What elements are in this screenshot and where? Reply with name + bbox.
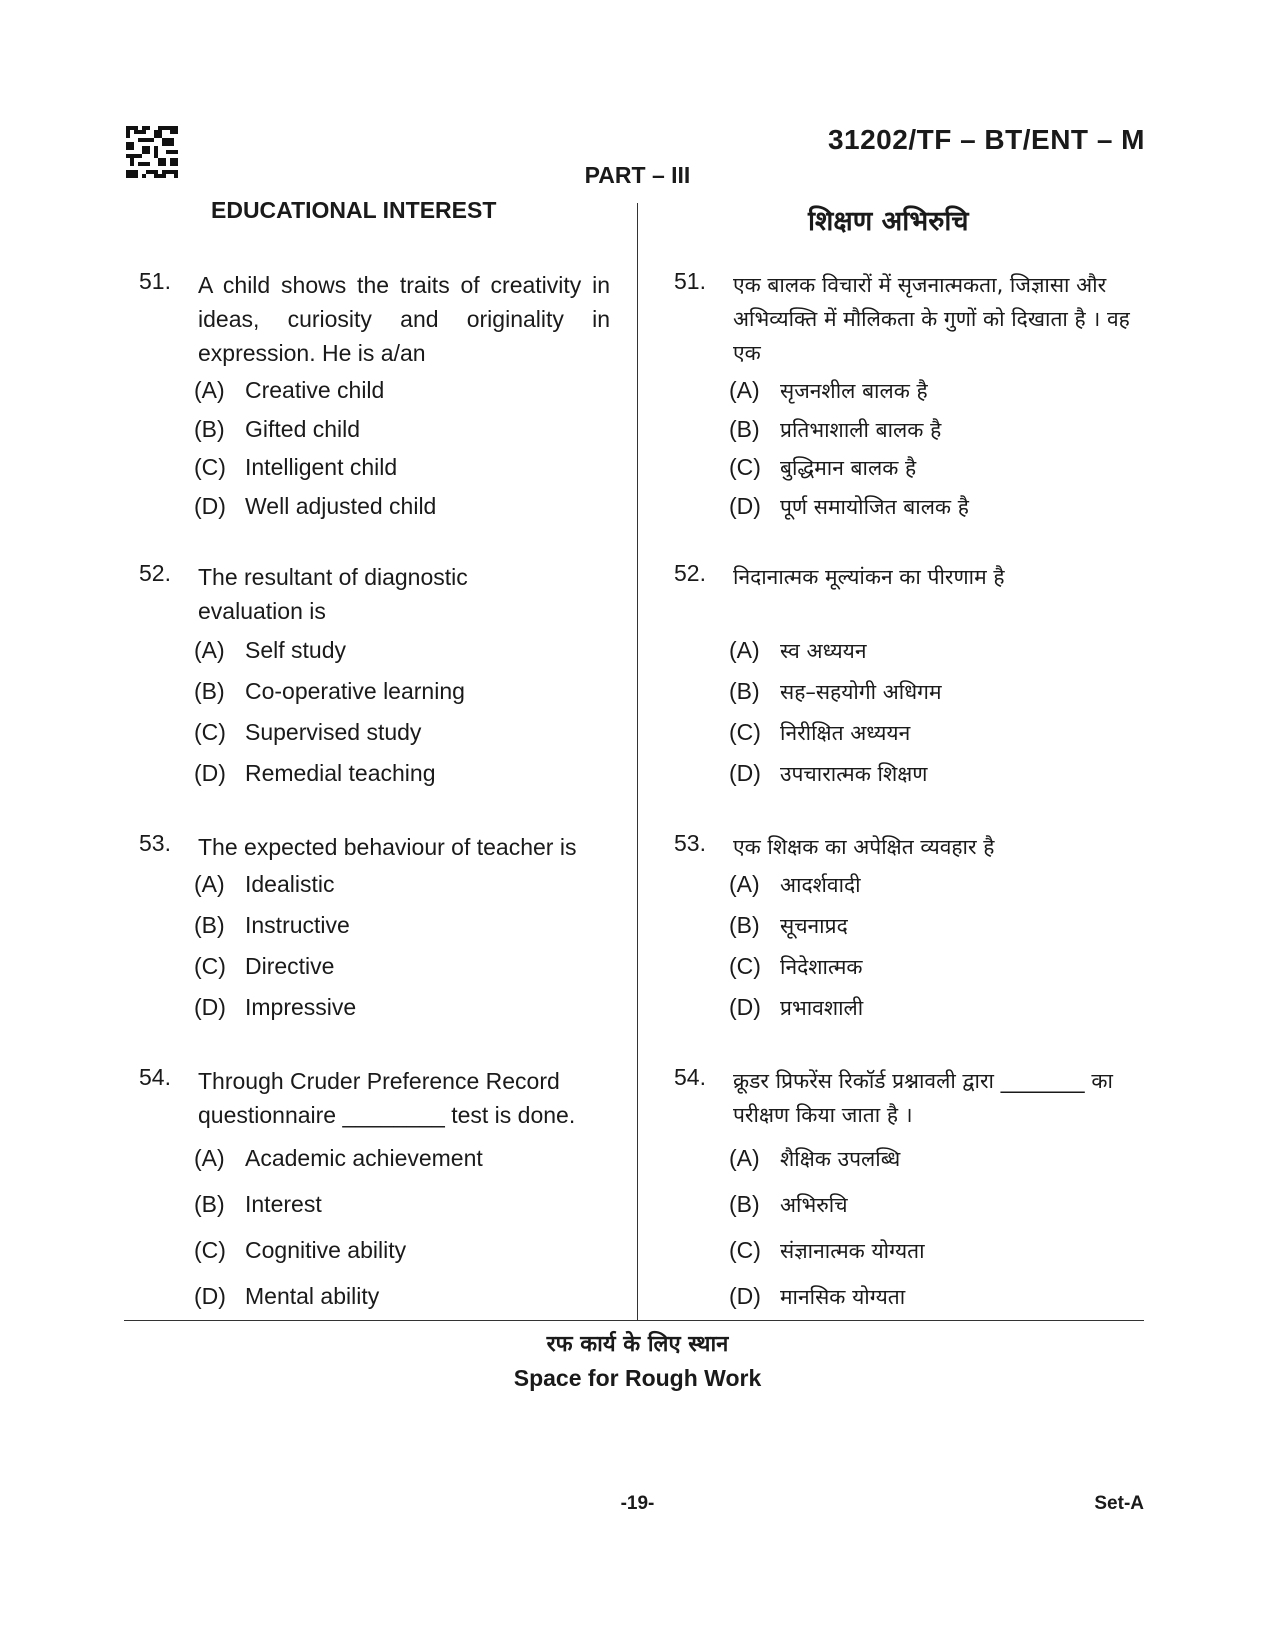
option-text: Academic achievement — [245, 1145, 483, 1171]
option-text: Mental ability — [245, 1283, 380, 1309]
option-label: (B) — [194, 1191, 225, 1217]
rough-work-label-english: Space for Rough Work — [513, 1365, 762, 1391]
option-text: Supervised study — [245, 719, 422, 745]
option-text: शैक्षिक उपलब्धि — [780, 1147, 901, 1171]
option-label: (B) — [729, 912, 760, 938]
option-text: प्रतिभाशाली बालक है — [780, 418, 942, 442]
option-text: Idealistic — [245, 871, 335, 897]
option-text: Interest — [245, 1191, 322, 1217]
option-c — [194, 953, 334, 980]
option-text: Instructive — [245, 912, 350, 938]
option-c — [729, 454, 916, 482]
question-number: 52. — [139, 560, 171, 586]
option-c — [729, 1237, 925, 1265]
question-number: 54. — [139, 1064, 171, 1090]
option-d — [729, 760, 927, 788]
option-c — [194, 1237, 406, 1264]
option-label: (B) — [729, 1191, 760, 1217]
option-b — [729, 912, 848, 940]
option-text: Gifted child — [245, 416, 361, 442]
question-number: 54. — [674, 1064, 706, 1090]
option-label: (B) — [194, 416, 225, 442]
option-label: (B) — [729, 416, 760, 442]
option-label: (D) — [194, 760, 226, 786]
option-text: संज्ञानात्मक योग्यता — [780, 1239, 925, 1263]
option-label: (C) — [729, 719, 761, 745]
option-b — [194, 912, 350, 939]
option-label: (D) — [194, 493, 226, 519]
question-stem: The expected behaviour of teacher is — [198, 834, 577, 860]
option-label: (D) — [729, 493, 761, 519]
option-d — [194, 1283, 379, 1310]
option-label: (D) — [729, 994, 761, 1020]
option-label: (A) — [194, 377, 225, 403]
option-a — [194, 377, 384, 404]
question-stem: क्रूडर प्रिफरेंस रिकॉर्ड प्रश्नावली द्वारा ________ का परीक्षण किया जाता है । — [733, 1069, 1113, 1127]
option-text: Impressive — [245, 994, 357, 1020]
page-number: -19- — [620, 1493, 655, 1514]
part-title: PART – III — [584, 162, 691, 188]
option-text: बुद्धिमान बालक है — [780, 456, 917, 480]
option-label: (A) — [729, 1145, 760, 1171]
option-c — [194, 719, 421, 746]
option-a — [194, 637, 346, 664]
option-text: सूचनाप्रद — [780, 914, 848, 938]
question-number: 53. — [674, 830, 706, 856]
option-text: Self study — [245, 637, 346, 663]
option-text: पूर्ण समायोजित बालक है — [780, 495, 969, 519]
option-text: Remedial teaching — [245, 760, 436, 786]
option-label: (C) — [194, 454, 226, 480]
option-label: (D) — [194, 994, 226, 1020]
option-d — [729, 1283, 905, 1311]
option-label: (A) — [729, 871, 760, 897]
option-d — [194, 994, 356, 1021]
option-text: उपचारात्मक शिक्षण — [780, 762, 928, 786]
option-label: (D) — [194, 1283, 226, 1309]
question-number: 52. — [674, 560, 706, 586]
option-text: प्रभावशाली — [780, 996, 864, 1020]
option-label: (C) — [729, 953, 761, 979]
question-stem: निदानात्मक मूल्यांकन का पीरणाम है — [733, 565, 1005, 589]
question-number: 51. — [139, 268, 171, 294]
option-text: आदर्शवादी — [780, 873, 861, 897]
question-stem: The resultant of diagnostic evaluation is — [198, 564, 468, 624]
option-d — [729, 994, 863, 1022]
option-b — [729, 1191, 848, 1219]
set-label: Set-A — [1094, 1493, 1144, 1514]
option-text: Intelligent child — [245, 454, 398, 480]
option-b — [729, 416, 941, 444]
column-divider — [637, 203, 638, 1320]
option-a — [729, 871, 861, 899]
question-stem: एक बालक विचारों में सृजनात्मकता, जिज्ञासा और अभिव्यक्ति में मौलिकता के गुणों को दिखाता है । वह एक — [733, 273, 1130, 365]
option-label: (C) — [194, 1237, 226, 1263]
option-b — [194, 416, 360, 443]
section-heading-hindi: शिक्षण अभिरुचि — [808, 206, 969, 237]
option-a — [729, 1145, 900, 1173]
option-label: (A) — [729, 377, 760, 403]
question-number: 53. — [139, 830, 171, 856]
option-a — [729, 637, 866, 665]
option-label: (D) — [729, 1283, 761, 1309]
option-label: (B) — [729, 678, 760, 704]
option-label: (A) — [194, 871, 225, 897]
option-a — [194, 871, 334, 898]
option-a — [194, 1145, 483, 1172]
option-text: सह–सहयोगी अधिगम — [780, 680, 942, 704]
option-text: Cognitive ability — [245, 1237, 407, 1263]
section-heading-english: EDUCATIONAL INTEREST — [211, 197, 497, 223]
option-d — [729, 493, 969, 521]
option-label: (A) — [194, 637, 225, 663]
question-number: 51. — [674, 268, 706, 294]
paper-code: 31202/TF – BT/ENT – M — [827, 124, 1145, 155]
option-text: Directive — [245, 953, 335, 979]
option-b — [194, 678, 465, 705]
option-label: (A) — [194, 1145, 225, 1171]
option-text: Well adjusted child — [245, 493, 437, 519]
option-label: (D) — [729, 760, 761, 786]
option-label: (A) — [729, 637, 760, 663]
option-d — [194, 760, 436, 787]
option-c — [194, 454, 397, 481]
option-text: मानसिक योग्यता — [780, 1285, 906, 1309]
option-c — [729, 719, 910, 747]
option-text: सृजनशील बालक है — [780, 379, 928, 403]
option-label: (C) — [194, 953, 226, 979]
option-text: Creative child — [245, 377, 385, 403]
question-stem: Through Cruder Preference Record questionnaire ________ test is done. — [198, 1068, 576, 1128]
option-label: (C) — [729, 454, 761, 480]
option-text: अभिरुचि — [780, 1193, 848, 1217]
option-text: निदेशात्मक — [780, 955, 863, 979]
question-stem: A child shows the traits of creativity in ideas, curiosity and originality in expression. He is a/an — [198, 272, 610, 366]
option-label: (C) — [194, 719, 226, 745]
option-label: (B) — [194, 678, 225, 704]
option-text: Co-operative learning — [245, 678, 465, 704]
footer-rule — [124, 1320, 1144, 1321]
question-stem: एक शिक्षक का अपेक्षित व्यवहार है — [733, 835, 995, 859]
option-label: (C) — [729, 1237, 761, 1263]
option-d — [194, 493, 436, 520]
option-text: निरीक्षित अध्ययन — [780, 721, 911, 745]
option-a — [729, 377, 928, 405]
option-text: स्व अध्ययन — [780, 639, 867, 663]
option-b — [729, 678, 942, 706]
option-c — [729, 953, 863, 981]
option-label: (B) — [194, 912, 225, 938]
rough-work-label-hindi: रफ कार्य के लिए स्थान — [546, 1332, 729, 1357]
option-b — [194, 1191, 322, 1218]
